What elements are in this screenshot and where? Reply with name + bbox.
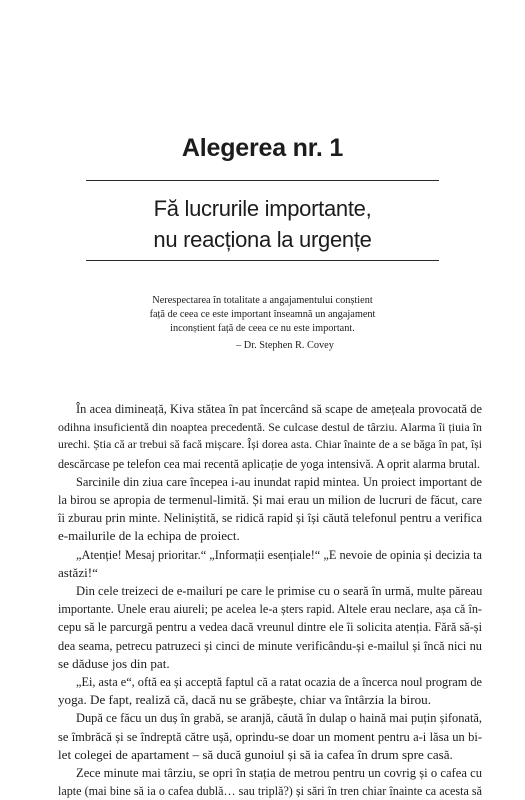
bottom-divider — [86, 260, 439, 261]
text-line: După ce făcu un duș în grabă, se aranjă, căută în dulap o haină mai puțin șifonată, — [76, 711, 482, 726]
text-line: yoga. De fapt, realiză că, dacă nu se grăbește, chiar va întârzia la birou. — [58, 692, 431, 708]
text-line: se dăduse jos din pat. — [58, 655, 170, 671]
text-line: În acea dimineață, Kiva stătea în pat încercând să scape de amețeala provocată de — [76, 402, 482, 416]
text-line: „Atenție! Mesaj prioritar.“ „Informații esențiale!“ „E nevoie de opinia și decizia ta — [76, 547, 482, 562]
paragraph — [58, 400, 482, 473]
top-divider — [86, 180, 439, 181]
text-line: dea seama, petrecu patruzeci și cinci de minute verificându-și e-mailul și încă nici nu — [58, 638, 482, 653]
paragraph — [58, 582, 482, 673]
subtitle-line: nu reacționa la urgențe — [153, 227, 372, 252]
epigraph-line: Nerespectarea în totalitate a angajamentului conștient — [152, 295, 373, 306]
text-line: descărcase pe telefon cea mai recentă aplicație de yoga intensivă. A oprit alarma brutal. — [58, 456, 481, 471]
epigraph-line: față de ceea ce este important înseamnă un angajament — [149, 309, 376, 320]
text-line: astăzi!“ — [58, 564, 98, 580]
paragraph — [58, 709, 482, 764]
epigraph — [100, 294, 425, 353]
chapter-title: Alegerea nr. 1 — [181, 134, 344, 162]
text-line: la birou se apropia de termenul-limită. Și mai erau un milion de lucruri de făcut, care — [58, 493, 482, 508]
paragraph — [58, 673, 482, 709]
paragraph — [58, 546, 482, 582]
text-line: let colegei de apartament – să ducă gunoiul și să ia cafea în drum spre casă. — [58, 746, 453, 762]
subtitle-line: Fă lucrurile importante, — [153, 196, 372, 221]
text-line: „Ei, asta e“, oftă ea și acceptă faptul că a ratat ocazia de a încerca noul program de — [76, 675, 482, 690]
body-text — [58, 400, 482, 800]
epigraph-author: – Dr. Stephen R. Covey — [236, 340, 334, 351]
text-line: Din cele treizeci de e-mailuri pe care le primise cu o seară în urmă, multe păreau — [76, 584, 483, 599]
text-line: odihna insuficientă din noaptea precedentă. Se culcase destul de târziu. Alarma îi țiuia în — [58, 420, 482, 435]
text-line: îi zburau prin minte. Neliniștită, se ridică rapid și își căută telefonul pentru a verifica — [58, 511, 482, 526]
text-line: e-mailurile de la echipa de proiect. — [58, 528, 240, 544]
chapter-subtitle — [0, 193, 525, 255]
epigraph-line: inconștient față de ceea ce nu este important. — [170, 323, 355, 334]
text-line: Zece minute mai târziu, se opri în stația de metrou pentru un covrig și o cafea cu — [76, 766, 482, 781]
text-line: lapte (mai bine să ia o cafea dublă… sau triplă?) și sări în tren chiar înainte ca acesta să — [58, 784, 482, 799]
text-line: se îmbrăcă și se îndreptă către ușă, oprindu-se doar un moment pentru a-i lăsa un bi- — [58, 729, 482, 744]
text-line: Sarcinile din ziua care începea i-au inundat rapid mintea. Un proiect important de — [76, 474, 482, 489]
text-line: importante. Unele erau aiureli; pe acelea le-a șters rapid. Altele erau neclare, așa că în- — [58, 602, 482, 617]
paragraph — [58, 764, 482, 800]
paragraph — [58, 473, 482, 546]
text-line: urechi. Știa că ar trebui să facă mișcare. Își dorea asta. Chiar înainte de a se băga în pat, își — [58, 438, 482, 452]
text-line: cepu să le parcurgă pentru a vedea dacă vreunul dintre ele îi solicita atenția. Fără să-și — [58, 620, 482, 635]
